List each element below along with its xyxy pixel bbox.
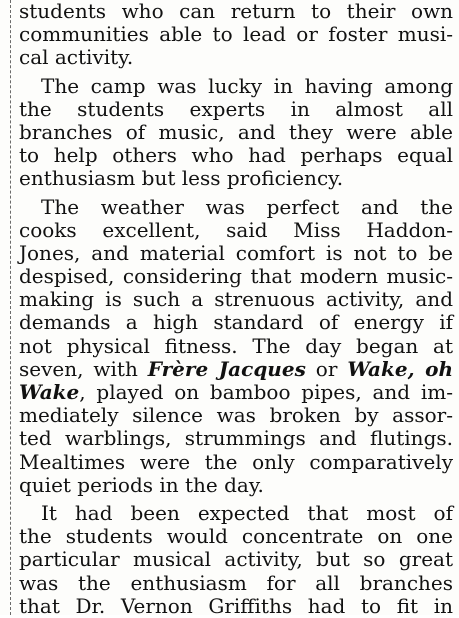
text-run: to help others who had perhaps equal: [19, 143, 453, 168]
text-run: branches of music, and they were able: [19, 119, 453, 144]
text-run: particular musical activity, but so great: [19, 547, 453, 572]
text-line: [19, 144, 453, 167]
italic-title: Frère Jacques: [147, 356, 306, 381]
text-line: [19, 121, 453, 144]
text-run: Jones, and material comfort is not to be: [19, 240, 453, 265]
text-run: ted warblings, strummings and flutings.: [19, 426, 453, 451]
text-line: [19, 23, 453, 46]
text-line: [19, 196, 453, 219]
text-line: [19, 474, 453, 497]
text-line: [19, 98, 453, 121]
text-run: making is such a strenuous activity, and: [19, 287, 453, 312]
text-run: It had been expected that most of: [41, 500, 453, 525]
text-line: [19, 288, 453, 311]
italic-title: Wake: [19, 380, 80, 404]
text-run: demands a high standard of energy if: [19, 310, 453, 335]
text-line: [19, 311, 453, 334]
text-line: [19, 75, 453, 98]
text-line: [19, 167, 453, 190]
text-line: [19, 451, 453, 474]
text-run: or: [305, 356, 348, 381]
text-run: not physical fitness. The day began at: [19, 333, 453, 358]
text-run: enthusiasm but less proficiency.: [19, 166, 344, 191]
text-line: [19, 265, 453, 288]
italic-title: Wake, oh: [347, 356, 453, 381]
text-line: [19, 572, 453, 595]
text-run: mediately silence was broken by assor-: [19, 403, 453, 428]
text-run: quiet periods in the day.: [19, 472, 264, 497]
text-line: [19, 335, 453, 358]
text-line: [19, 595, 453, 618]
text-run: Mealtimes were the only comparatively: [19, 449, 453, 474]
paragraph-2: [19, 75, 453, 191]
text-run: cal activity.: [19, 45, 134, 70]
text-line: [19, 242, 453, 265]
text-line: [19, 404, 453, 427]
text-run: the students would concentrate on one: [19, 524, 453, 549]
paragraph-4: [19, 502, 453, 618]
paragraph-1: [19, 0, 453, 70]
text-run: students who can return to their own: [19, 0, 453, 23]
text-line: [19, 358, 453, 381]
column-rule: [10, 0, 11, 615]
text-line: [19, 0, 453, 23]
text-line: [19, 46, 453, 69]
text-run: the students experts in almost all: [19, 96, 453, 121]
text-run: The camp was lucky in having among: [41, 73, 453, 98]
text-run: The weather was perfect and the: [41, 194, 453, 219]
text-run: despised, considering that modern music-: [19, 264, 453, 289]
text-run: that Dr. Vernon Griffiths had to fit in: [19, 593, 453, 618]
text-line: [19, 502, 453, 525]
text-run: communities able to lead or foster musi-: [19, 22, 453, 47]
text-run: cooks excellent, said Miss Haddon-: [19, 217, 453, 242]
text-line: [19, 219, 453, 242]
text-line: [19, 427, 453, 450]
text-line: [19, 525, 453, 548]
text-run: seven, with: [19, 356, 148, 381]
text-run: , played on bamboo pipes, and im-: [79, 380, 453, 404]
text-run: was the enthusiasm for all branches: [19, 570, 453, 595]
paragraph-3: [19, 196, 453, 497]
text-line: [19, 548, 453, 571]
text-line: [19, 381, 453, 404]
article-column: [19, 0, 453, 618]
